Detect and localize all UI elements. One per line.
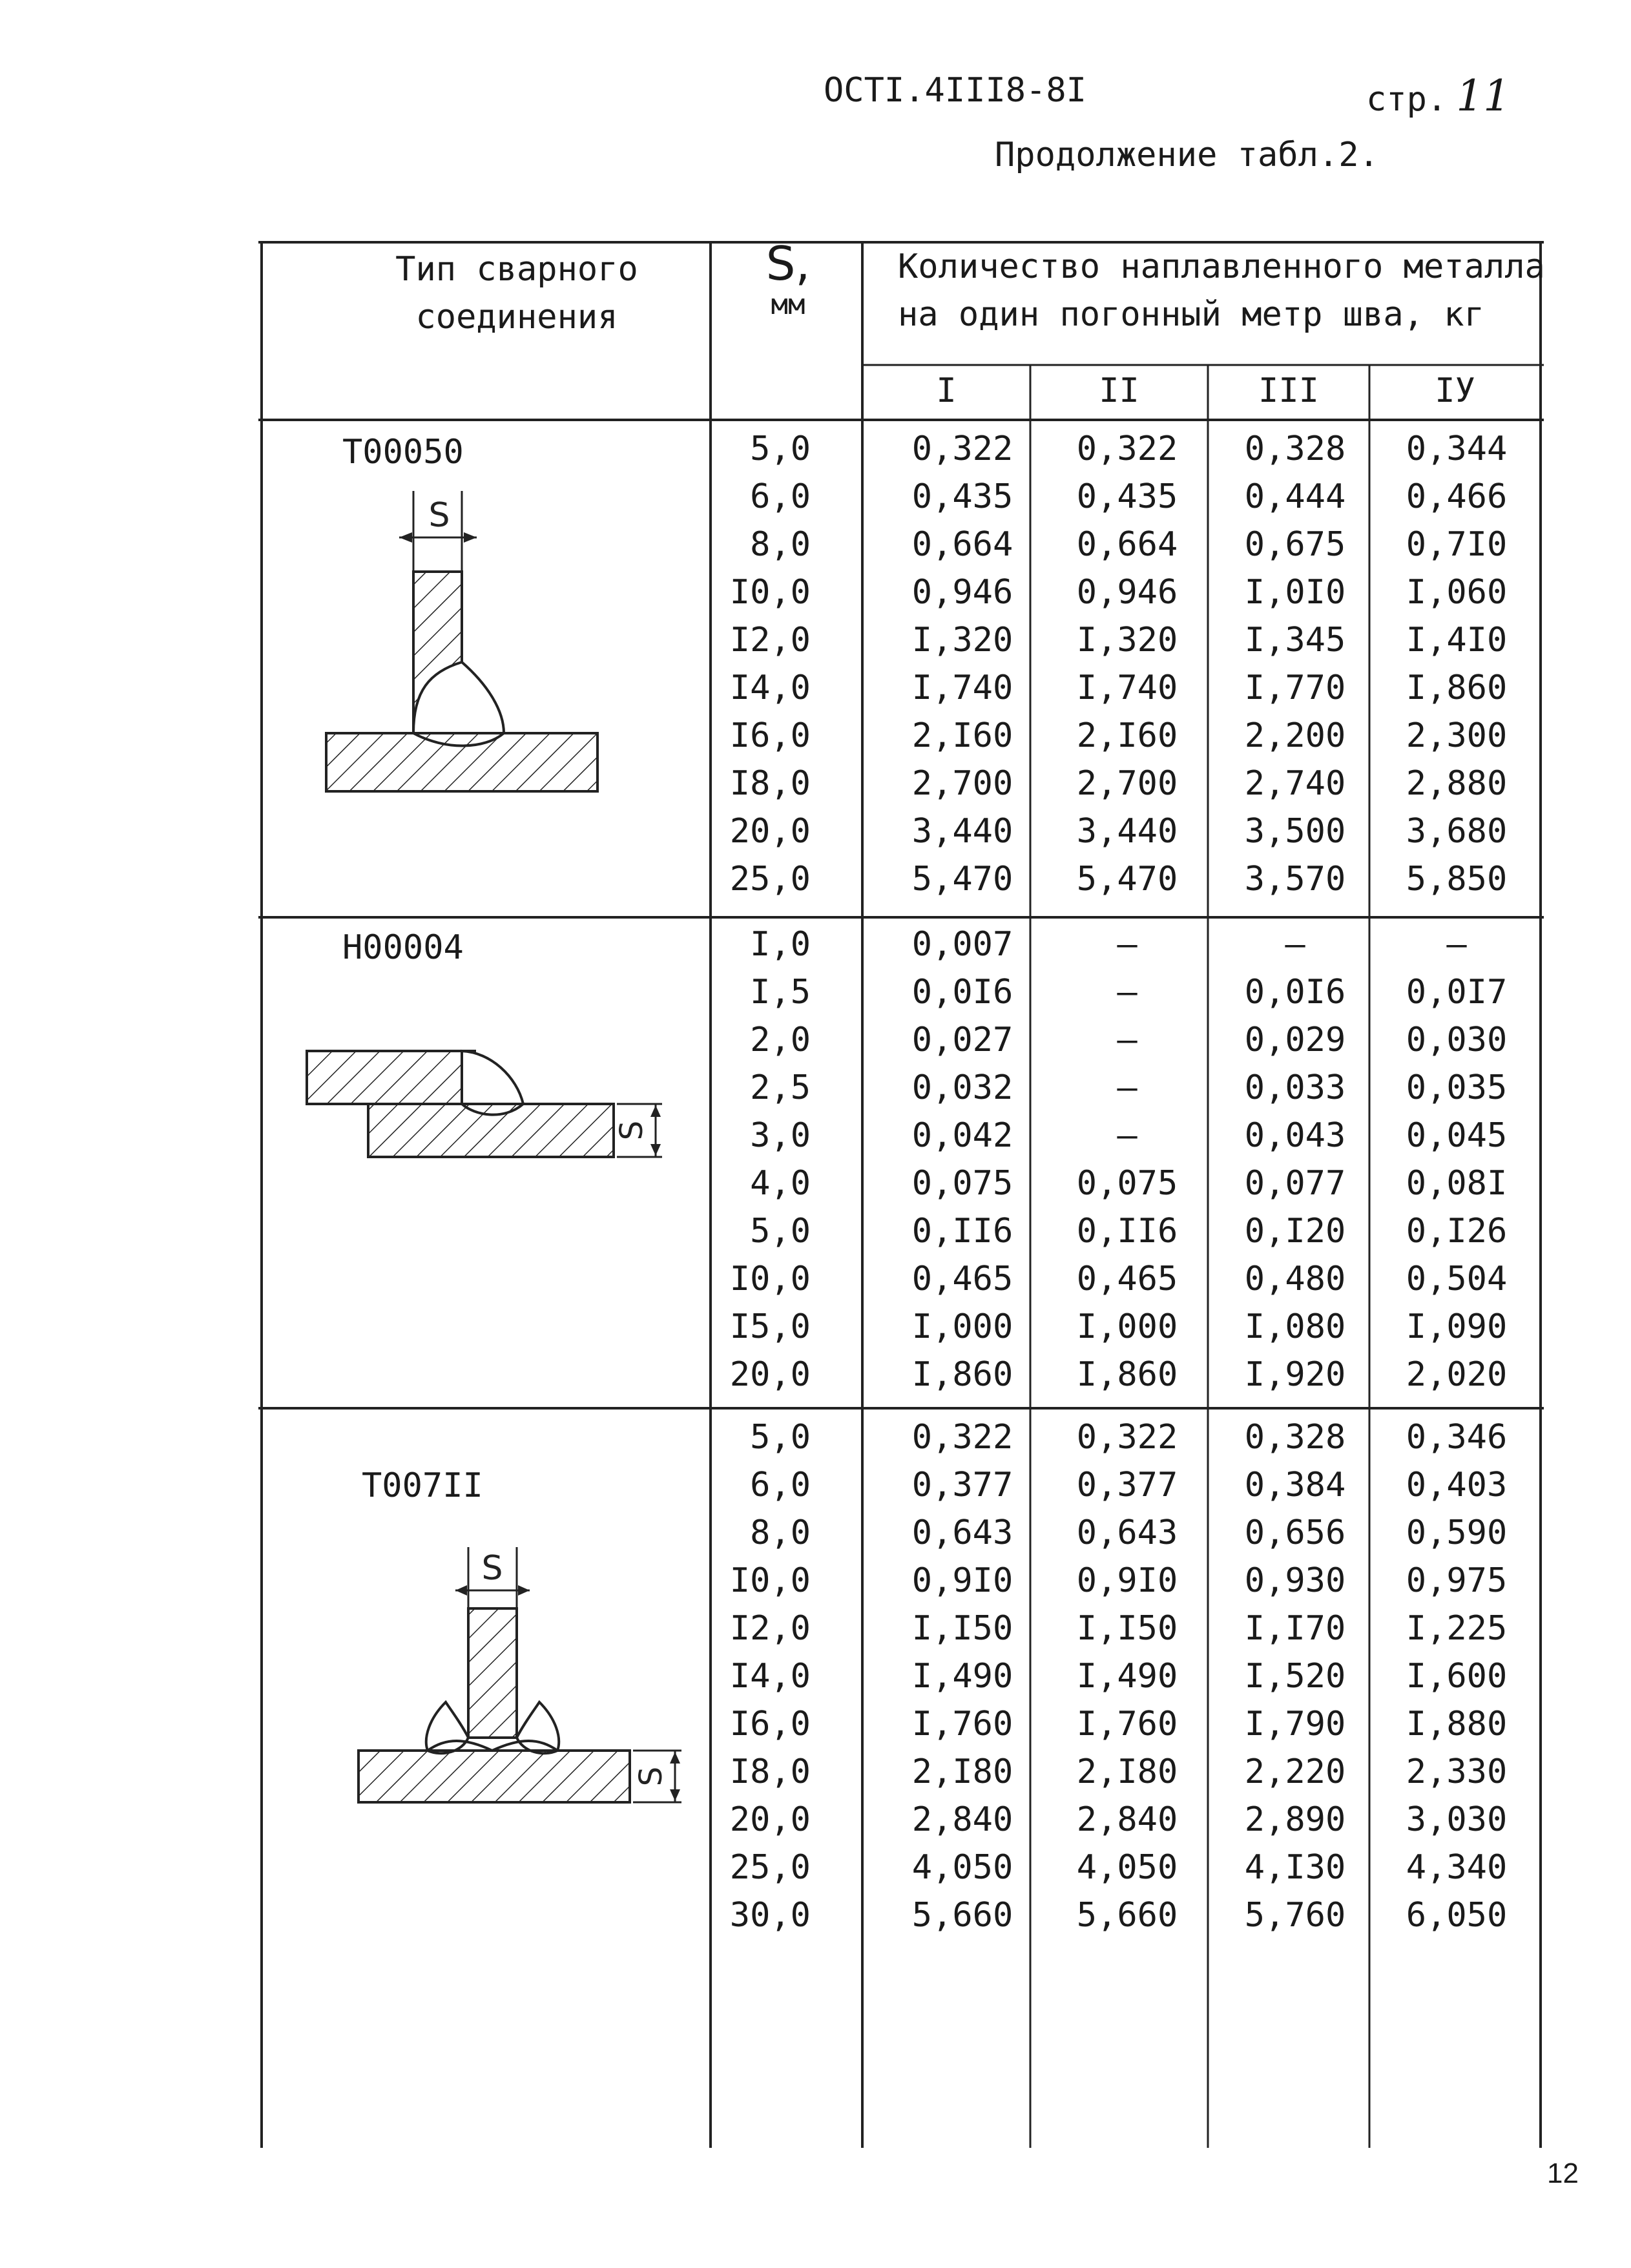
column-header-iv: IУ [1435, 371, 1475, 410]
value-col-iv: I,860 [1406, 669, 1508, 707]
value-col-iv: 0,975 [1406, 1561, 1508, 1600]
thickness-value: 2,0 [750, 1021, 811, 1059]
value-col-iii: I,345 [1244, 621, 1346, 660]
value-col-i: 2,840 [911, 1800, 1013, 1839]
value-col-iv: 4,340 [1406, 1848, 1508, 1887]
value-col-i: 0,322 [911, 430, 1013, 468]
value-col-i: 0,9I0 [911, 1561, 1013, 1600]
thickness-value: I2,0 [729, 1609, 811, 1648]
thickness-value: 6,0 [750, 1466, 811, 1504]
value-col-ii: I,320 [1076, 621, 1178, 660]
column-header-iii: III [1258, 371, 1319, 410]
header-quantity [898, 243, 1545, 338]
value-col-iv: 5,850 [1406, 860, 1508, 899]
value-col-iv: 2,330 [1406, 1753, 1508, 1791]
value-col-i: 2,I80 [911, 1753, 1013, 1791]
value-col-i: I,320 [911, 621, 1013, 660]
value-col-ii: I,I50 [1076, 1609, 1178, 1648]
value-col-iv: I,060 [1406, 573, 1508, 612]
value-col-iv: 0,466 [1406, 477, 1508, 516]
value-col-iv: 0,030 [1406, 1021, 1508, 1059]
value-col-iii: 3,500 [1244, 812, 1346, 851]
value-col-iv: 0,0I7 [1406, 973, 1508, 1012]
thickness-value: I0,0 [729, 573, 811, 612]
thickness-value: 6,0 [750, 477, 811, 516]
thickness-value: I2,0 [729, 621, 811, 660]
value-col-i: 4,050 [911, 1848, 1013, 1887]
value-col-iii: I,080 [1244, 1307, 1346, 1346]
value-col-i: 5,660 [911, 1896, 1013, 1935]
value-col-iv: I,600 [1406, 1657, 1508, 1696]
thickness-value: I8,0 [729, 1753, 811, 1791]
thickness-value: I4,0 [729, 669, 811, 707]
double-fillet-tee-sketch [349, 1544, 711, 1841]
value-col-iii: 0,033 [1244, 1068, 1346, 1107]
thickness-value: 5,0 [750, 1418, 811, 1457]
value-col-iv: 3,680 [1406, 812, 1508, 851]
header-joint-type-line2: соединения [415, 298, 618, 337]
header-quantity-line2: на один погонный метр шва, кг [898, 295, 1484, 334]
value-col-ii: 5,660 [1076, 1896, 1178, 1935]
thickness-value: 8,0 [750, 525, 811, 564]
value-col-iii: 3,570 [1244, 860, 1346, 899]
value-col-iii: 0,043 [1244, 1116, 1346, 1155]
header-thickness [717, 236, 859, 321]
value-col-iii: 4,I30 [1244, 1848, 1346, 1887]
value-col-iii: 5,760 [1244, 1896, 1346, 1935]
value-col-i: 5,470 [911, 860, 1013, 899]
value-col-iv: 3,030 [1406, 1800, 1508, 1839]
thickness-value: 8,0 [750, 1514, 811, 1552]
value-col-i: 0,0I6 [911, 973, 1013, 1012]
value-col-iii: 0,384 [1244, 1466, 1346, 1504]
value-col-ii: I,760 [1076, 1705, 1178, 1743]
value-col-iii: 0,077 [1244, 1164, 1346, 1203]
value-col-i: I,490 [911, 1657, 1013, 1696]
thickness-value: I,0 [750, 925, 811, 964]
value-col-iii: 0,328 [1244, 430, 1346, 468]
value-col-ii: 0,643 [1076, 1514, 1178, 1552]
value-col-iii: I,I70 [1244, 1609, 1346, 1648]
thickness-value: 4,0 [750, 1164, 811, 1203]
header-joint-type [336, 245, 698, 341]
value-col-ii: 2,I80 [1076, 1753, 1178, 1791]
page-index: 12 [1547, 2158, 1579, 2189]
value-col-ii: 0,664 [1076, 525, 1178, 564]
value-col-ii: – [1117, 1116, 1138, 1155]
value-col-ii: I,740 [1076, 669, 1178, 707]
value-col-iv: – [1446, 925, 1467, 964]
value-col-ii: I,860 [1076, 1355, 1178, 1394]
value-col-ii: – [1117, 1068, 1138, 1107]
value-col-ii: 0,II6 [1076, 1212, 1178, 1251]
sketch-dimension-label: S [633, 1766, 669, 1787]
value-col-ii: 4,050 [1076, 1848, 1178, 1887]
thickness-value: 5,0 [750, 1212, 811, 1251]
value-col-iii: 0,444 [1244, 477, 1346, 516]
header-quantity-line1: Количество наплавленного металла [898, 247, 1545, 286]
value-col-ii: I,000 [1076, 1307, 1178, 1346]
value-col-i: I,760 [911, 1705, 1013, 1743]
value-col-ii: 0,322 [1076, 430, 1178, 468]
value-col-iv: 2,020 [1406, 1355, 1508, 1394]
value-col-i: I,860 [911, 1355, 1013, 1394]
value-col-iii: 0,480 [1244, 1260, 1346, 1298]
value-col-iv: 6,050 [1406, 1896, 1508, 1935]
value-col-i: 0,664 [911, 525, 1013, 564]
value-col-ii: 0,075 [1076, 1164, 1178, 1203]
value-col-ii: I,490 [1076, 1657, 1178, 1696]
value-col-ii: 5,470 [1076, 860, 1178, 899]
thickness-value: I8,0 [729, 764, 811, 803]
value-col-i: 0,II6 [911, 1212, 1013, 1251]
tee-joint-sketch [317, 491, 607, 853]
value-col-iv: 0,035 [1406, 1068, 1508, 1107]
page-label-text: стр. [1366, 80, 1448, 119]
column-header-i: I [936, 371, 957, 410]
value-col-iii: I,790 [1244, 1705, 1346, 1743]
value-col-i: 0,435 [911, 477, 1013, 516]
value-col-iii: I,520 [1244, 1657, 1346, 1696]
value-col-iii: I,920 [1244, 1355, 1346, 1394]
joint-code: Т00050 [342, 433, 464, 472]
value-col-i: 3,440 [911, 812, 1013, 851]
value-col-iii: 0,675 [1244, 525, 1346, 564]
value-col-iv: 0,045 [1406, 1116, 1508, 1155]
thickness-value: 25,0 [729, 1848, 811, 1887]
value-col-iii: 0,0I6 [1244, 973, 1346, 1012]
value-col-ii: 2,I60 [1076, 716, 1178, 755]
value-col-i: 0,322 [911, 1418, 1013, 1457]
value-col-iv: 0,346 [1406, 1418, 1508, 1457]
thickness-value: 5,0 [750, 430, 811, 468]
thickness-value: I4,0 [729, 1657, 811, 1696]
value-col-i: I,740 [911, 669, 1013, 707]
value-col-i: 2,I60 [911, 716, 1013, 755]
value-col-ii: 0,465 [1076, 1260, 1178, 1298]
value-col-ii: – [1117, 973, 1138, 1012]
thickness-value: 30,0 [729, 1896, 811, 1935]
document-code: ОСТI.4III8-8I [824, 71, 1086, 110]
value-col-iv: 0,590 [1406, 1514, 1508, 1552]
value-col-iii: I,0I0 [1244, 573, 1346, 612]
value-col-iii: 0,656 [1244, 1514, 1346, 1552]
value-col-ii: 3,440 [1076, 812, 1178, 851]
value-col-iv: 0,I26 [1406, 1212, 1508, 1251]
thickness-value: I6,0 [729, 1705, 811, 1743]
value-col-iii: I,770 [1244, 669, 1346, 707]
value-col-i: I,I50 [911, 1609, 1013, 1648]
header-thickness-unit: мм [771, 288, 805, 321]
value-col-iii: 0,I20 [1244, 1212, 1346, 1251]
value-col-i: 0,946 [911, 573, 1013, 612]
sketch-dimension-label: S [481, 1549, 503, 1588]
column-header-ii: II [1099, 371, 1139, 410]
value-col-iii: 0,029 [1244, 1021, 1346, 1059]
thickness-value: 3,0 [750, 1116, 811, 1155]
value-col-iv: 0,08I [1406, 1164, 1508, 1203]
value-col-i: 0,377 [911, 1466, 1013, 1504]
thickness-value: I0,0 [729, 1260, 811, 1298]
value-col-iv: 2,300 [1406, 716, 1508, 755]
header-thickness-symbol: S, [765, 236, 811, 291]
thickness-value: 2,5 [750, 1068, 811, 1107]
value-col-i: 0,032 [911, 1068, 1013, 1107]
table-continuation-title: Продолжение табл.2. [995, 136, 1379, 174]
value-col-iv: 0,504 [1406, 1260, 1508, 1298]
value-col-i: 0,643 [911, 1514, 1013, 1552]
thickness-value: 20,0 [729, 1800, 811, 1839]
value-col-iv: I,225 [1406, 1609, 1508, 1648]
joint-code: Т007II [362, 1466, 483, 1505]
sketch-dimension-label: S [428, 496, 450, 535]
value-col-i: 0,042 [911, 1116, 1013, 1155]
value-col-i: 2,700 [911, 764, 1013, 803]
value-col-i: 0,027 [911, 1021, 1013, 1059]
sketch-dimension-label: S [614, 1120, 650, 1141]
value-col-iii: 2,200 [1244, 716, 1346, 755]
value-col-i: I,000 [911, 1307, 1013, 1346]
header-joint-type-line1: Тип сварного [395, 250, 638, 289]
value-col-ii: 0,377 [1076, 1466, 1178, 1504]
lap-joint-sketch [297, 1038, 711, 1206]
thickness-value: I5,0 [729, 1307, 811, 1346]
page-number: 11 [1456, 71, 1511, 121]
value-col-iv: 2,880 [1406, 764, 1508, 803]
value-col-iv: I,090 [1406, 1307, 1508, 1346]
value-col-iv: 0,344 [1406, 430, 1508, 468]
value-col-ii: – [1117, 1021, 1138, 1059]
thickness-value: 20,0 [729, 812, 811, 851]
value-col-iv: I,4I0 [1406, 621, 1508, 660]
value-col-iv: I,880 [1406, 1705, 1508, 1743]
value-col-iii: 2,740 [1244, 764, 1346, 803]
thickness-value: 20,0 [729, 1355, 811, 1394]
value-col-ii: – [1117, 925, 1138, 964]
value-col-iii: 2,220 [1244, 1753, 1346, 1791]
joint-code: Н00004 [342, 928, 464, 967]
value-col-i: 0,075 [911, 1164, 1013, 1203]
value-col-iii: – [1285, 925, 1305, 964]
thickness-value: I0,0 [729, 1561, 811, 1600]
value-col-i: 0,007 [911, 925, 1013, 964]
value-col-iii: 2,890 [1244, 1800, 1346, 1839]
value-col-ii: 2,700 [1076, 764, 1178, 803]
value-col-ii: 0,322 [1076, 1418, 1178, 1457]
value-col-iii: 0,328 [1244, 1418, 1346, 1457]
thickness-value: I6,0 [729, 716, 811, 755]
thickness-value: I,5 [750, 973, 811, 1012]
value-col-ii: 0,435 [1076, 477, 1178, 516]
value-col-ii: 0,9I0 [1076, 1561, 1178, 1600]
value-col-i: 0,465 [911, 1260, 1013, 1298]
value-col-ii: 0,946 [1076, 573, 1178, 612]
value-col-ii: 2,840 [1076, 1800, 1178, 1839]
value-col-iv: 0,403 [1406, 1466, 1508, 1504]
value-col-iii: 0,930 [1244, 1561, 1346, 1600]
value-col-iv: 0,7I0 [1406, 525, 1508, 564]
thickness-value: 25,0 [729, 860, 811, 899]
